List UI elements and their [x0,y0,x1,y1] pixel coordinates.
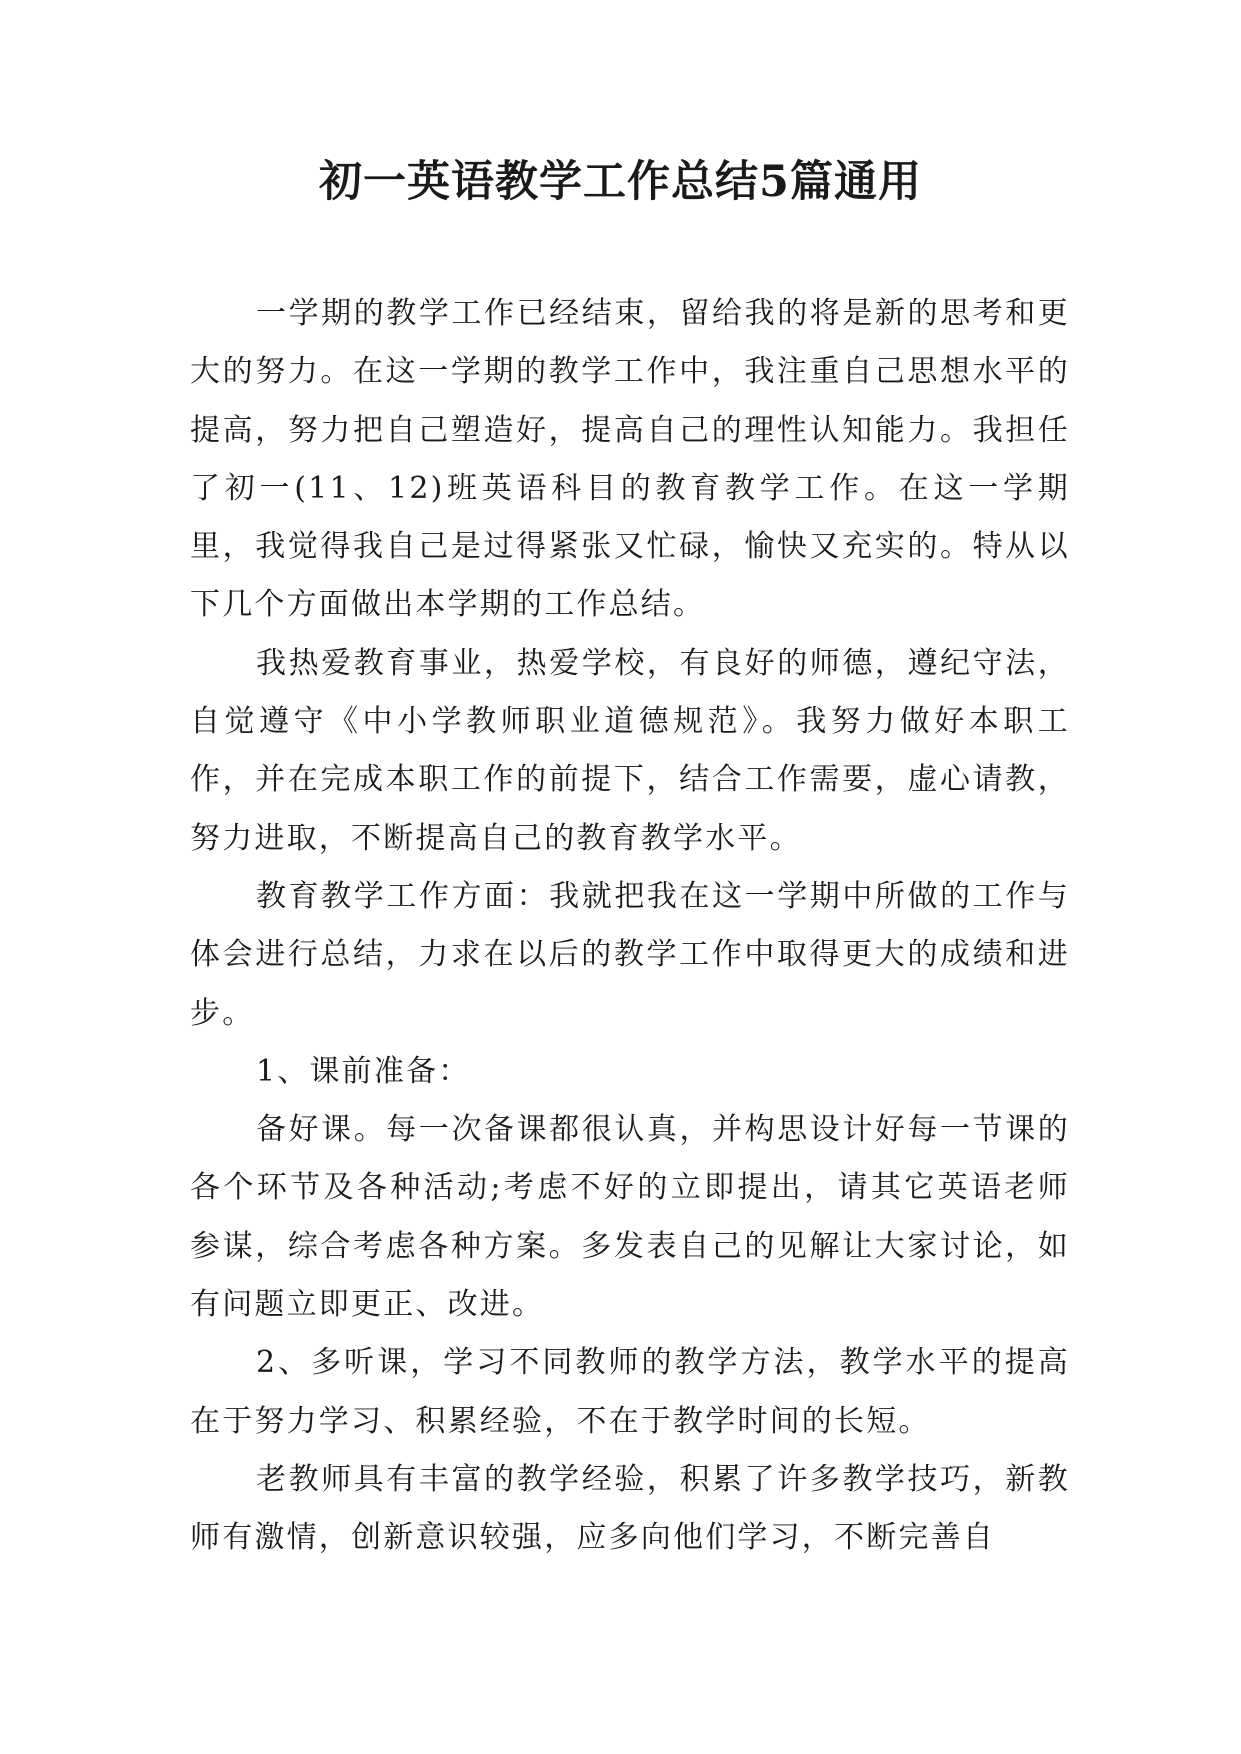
document-title: 初一英语教学工作总结5篇通用 [319,157,922,207]
section-heading-lesson-prep: 1、课前准备： [256,1053,471,1089]
paragraph-lesson-prep: 备好课。每一次备课都很认真，并构思设计好每一节课的各个环节及各种活动;考虑不好的立即提出，请其它英语老师参谋，综合考虑各种方案。多发表自己的见解让大家讨论，如有问题立即更正、改进。 [190,1112,1070,1323]
paragraph-ethics: 我热爱教育事业，热爱学校，有良好的师德，遵纪守法，自觉遵守《中小学教师职业道德规范》。我努力做好本职工作，并在完成本职工作的前提下，结合工作需要，虚心请教，努力进取，不断提高自己的教育教学水平。 [190,645,1070,856]
paragraph-teaching-overview: 教育教学工作方面：我就把我在这一学期中所做的工作与体会进行总结，力求在以后的教学工作中取得更大的成绩和进步。 [190,878,1070,1031]
paragraph-intro: 一学期的教学工作已经结束，留给我的将是新的思考和更大的努力。在这一学期的教学工作中，我注重自己思想水平的提高，努力把自己塑造好，提高自己的理性认知能力。我担任了初一(11、12)班英语科目的教育教学工作。在这一学期里，我觉得我自己是过得紧张又忙碌，愉快又充实的。特从以下几个方面做出本学期的工作总结。 [190,296,1070,623]
paragraph-observe-classes: 2、多听课，学习不同教师的教学方法，教学水平的提高在于努力学习、积累经验，不在于教学时间的长短。 [190,1345,1070,1439]
paragraph-learn-from-teachers: 老教师具有丰富的教学经验，积累了许多教学技巧，新教师有激情，创新意识较强，应多向他们学习，不断完善自 [190,1461,1070,1556]
document-body [190,285,1070,1568]
